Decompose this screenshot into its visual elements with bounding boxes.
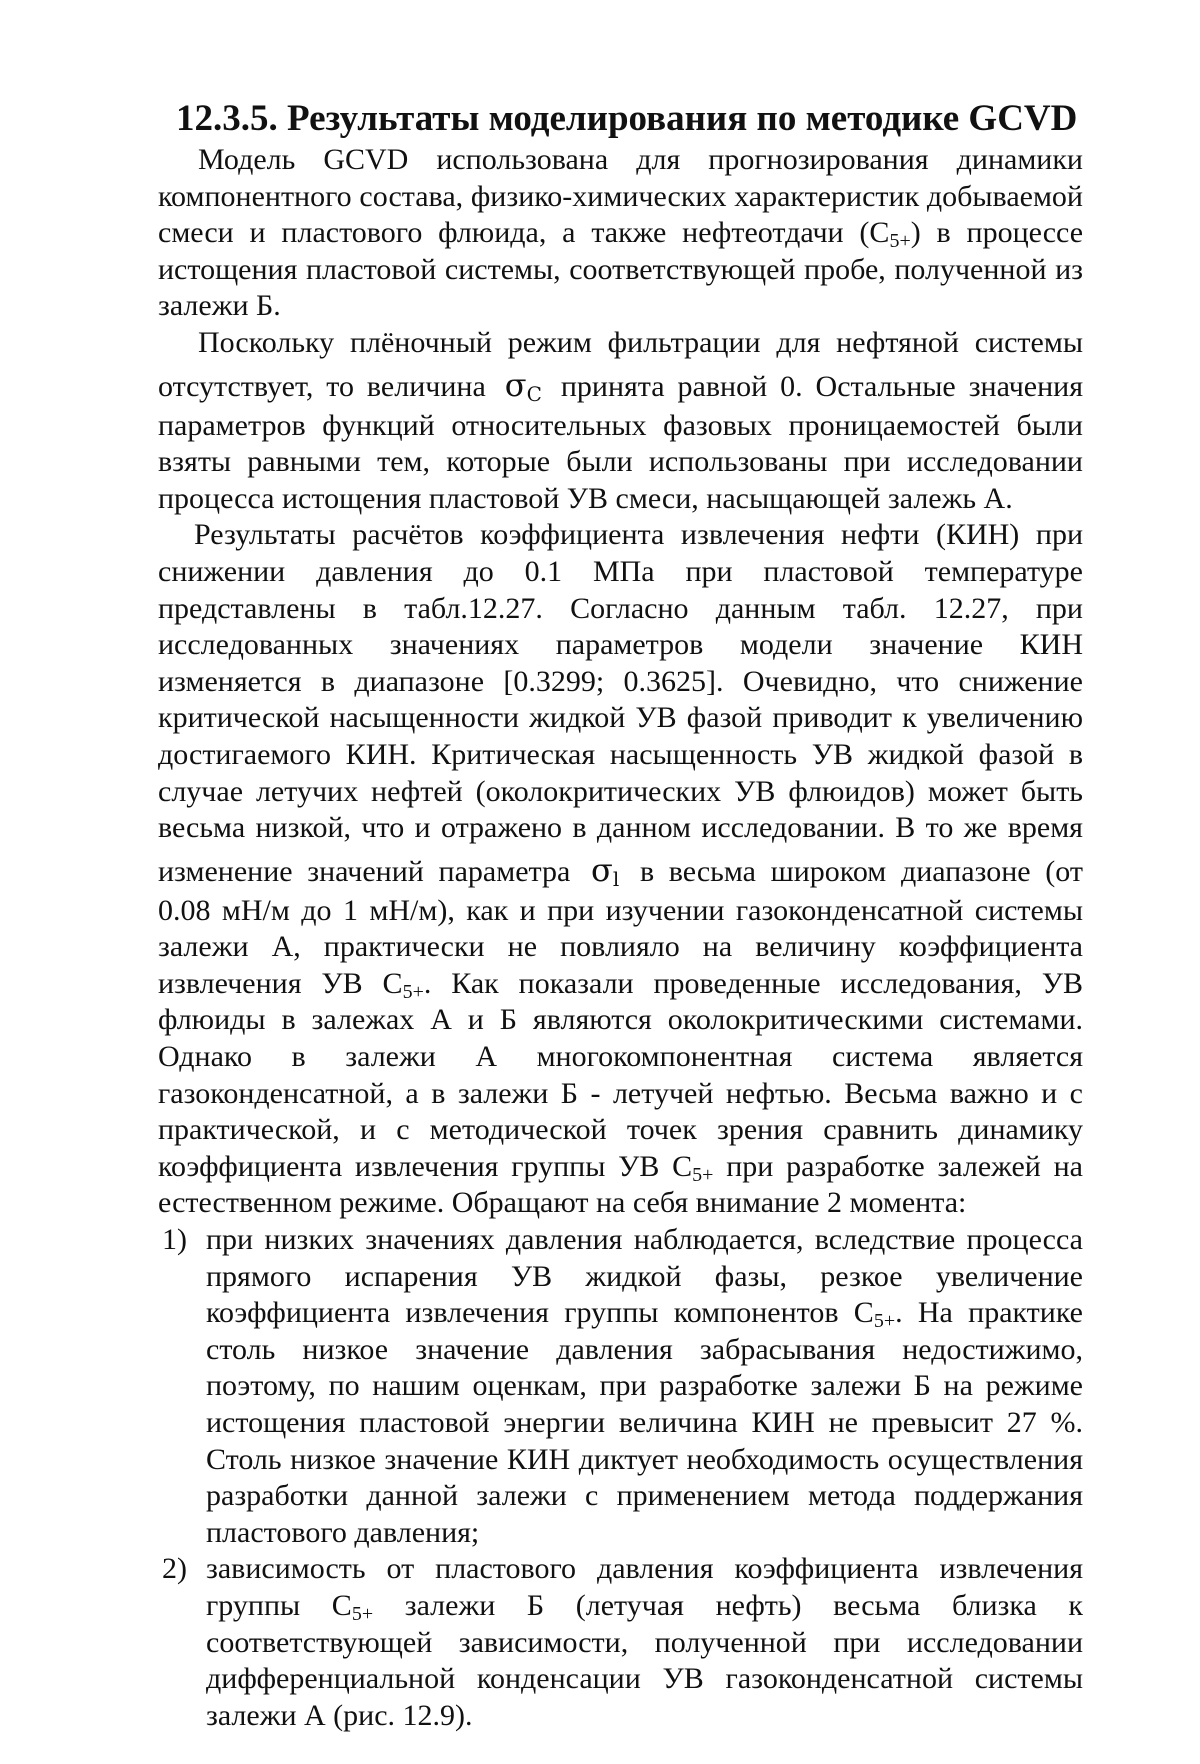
list-item-text: при низких значениях давления наблюдается, вследствие процесса прямого испарения УВ жидкой фазы, резкое увеличение коэффициента извлечения группы компонентов C [206,1223,1083,1330]
list-item [162,1551,1083,1734]
paragraph-1-text: Модель GCVD использована для прогнозирования динамики компонентного состава, физико-химических характеристик добываемой смеси и пластового флюида, а также нефтеотдачи (C [158,143,1083,250]
sigma-symbol [591,851,619,889]
subscript: 5+ [889,230,911,253]
list-item [162,1222,1083,1551]
paragraph-3 [158,517,1083,1222]
paragraph-1 [158,142,1083,325]
sigma-subscript: C [526,381,542,406]
section-title: 12.3.5. Результаты моделирования по методике GCVD [176,98,1078,139]
list-item-text: . На практике столь низкое значение давления забрасывания недостижимо, поэтому, по нашим оценкам, при разработке залежи Б на режиме истощения пластовой энергии величина КИН не превысит 27 %. Столь низкое значение КИН диктует необходимость осуществления разработки данной залежи с применением метода поддержания пластового давления; [206,1296,1083,1549]
list-item-text: зависимость от пластового давления коэффициента извлечения группы C [206,1552,1083,1622]
paragraph-2 [158,325,1083,517]
sigma-subscript: l [612,866,620,891]
subscript: 5+ [351,1602,374,1625]
sigma-glyph: σ [591,850,613,889]
paragraph-3-part-d: при разработке залежей на естественном режиме. Обращают на себя внимание 2 момента: [158,1149,1083,1220]
list-item-text: залежи Б (летучая нефть) весьма близка к соответствующей зависимости, полученной при исследовании дифференциальной конденсации УВ газоконденсатной системы залежи А (рис. 12.9). [206,1588,1083,1732]
paragraph-1-tail: ) в процессе истощения пластовой системы, соответствующей пробе, полученной из залежи Б. [158,216,1084,323]
list-item-number: 2) [162,1552,187,1586]
paragraph-3-part-c: . Как показали проведенные исследования, УВ флюиды в залежах А и Б являются околокритическими системами. Однако в залежи А многокомпонентная система является газоконденсатной, а в залежи Б - летучей нефтью. Весьма важно и с практической, и с методической точек зрения сравнить динамику коэффициента извлечения группы УВ C [158,966,1083,1183]
numbered-list [158,1222,1083,1734]
paragraph-3-part-a: Результаты расчётов коэффициента извлечения нефти (КИН) при снижении давления до 0.1 МПа при пластовой температуре представлены в табл.12.27. Согласно данным табл. 12.27, при исследованных значениях параметров модели значение КИН изменяется в диапазоне [0.3299; 0.3625]. Очевидно, что снижение критической насыщенности жидкой УВ фазой приводит к увеличению достигаемого КИН. Критическая насыщенность УВ жидкой фазой в случае летучих нефтей (околокритических УВ флюидов) может быть весьма низкой, что и отражено в данном исследовании. В то же время изменение значений параметра [158,518,1083,888]
sigma-symbol [505,366,542,404]
list-item-number: 1) [162,1223,187,1257]
paragraph-2-part-a: Поскольку плёночный режим фильтрации для нефтяной системы отсутствует, то величина [158,325,1083,403]
sigma-glyph: σ [504,365,527,404]
subscript: 5+ [692,1163,714,1186]
paragraph-3-part-b: в весьма широком диапазоне (от 0.08 мН/м до 1 мН/м), как и при изучении газоконденсатной системы залежи А, практически не повлияло на величину коэффициента извлечения УВ C [158,854,1083,1000]
subscript: 5+ [402,980,424,1003]
subscript: 5+ [873,1310,896,1333]
paragraph-2-part-b: принята равной 0. Остальные значения параметров функций относительных фазовых проницаемостей были взяты равными тем, которые были использованы при исследовании процесса истощения пластовой УВ смеси, насыщающей залежь А. [158,369,1084,515]
